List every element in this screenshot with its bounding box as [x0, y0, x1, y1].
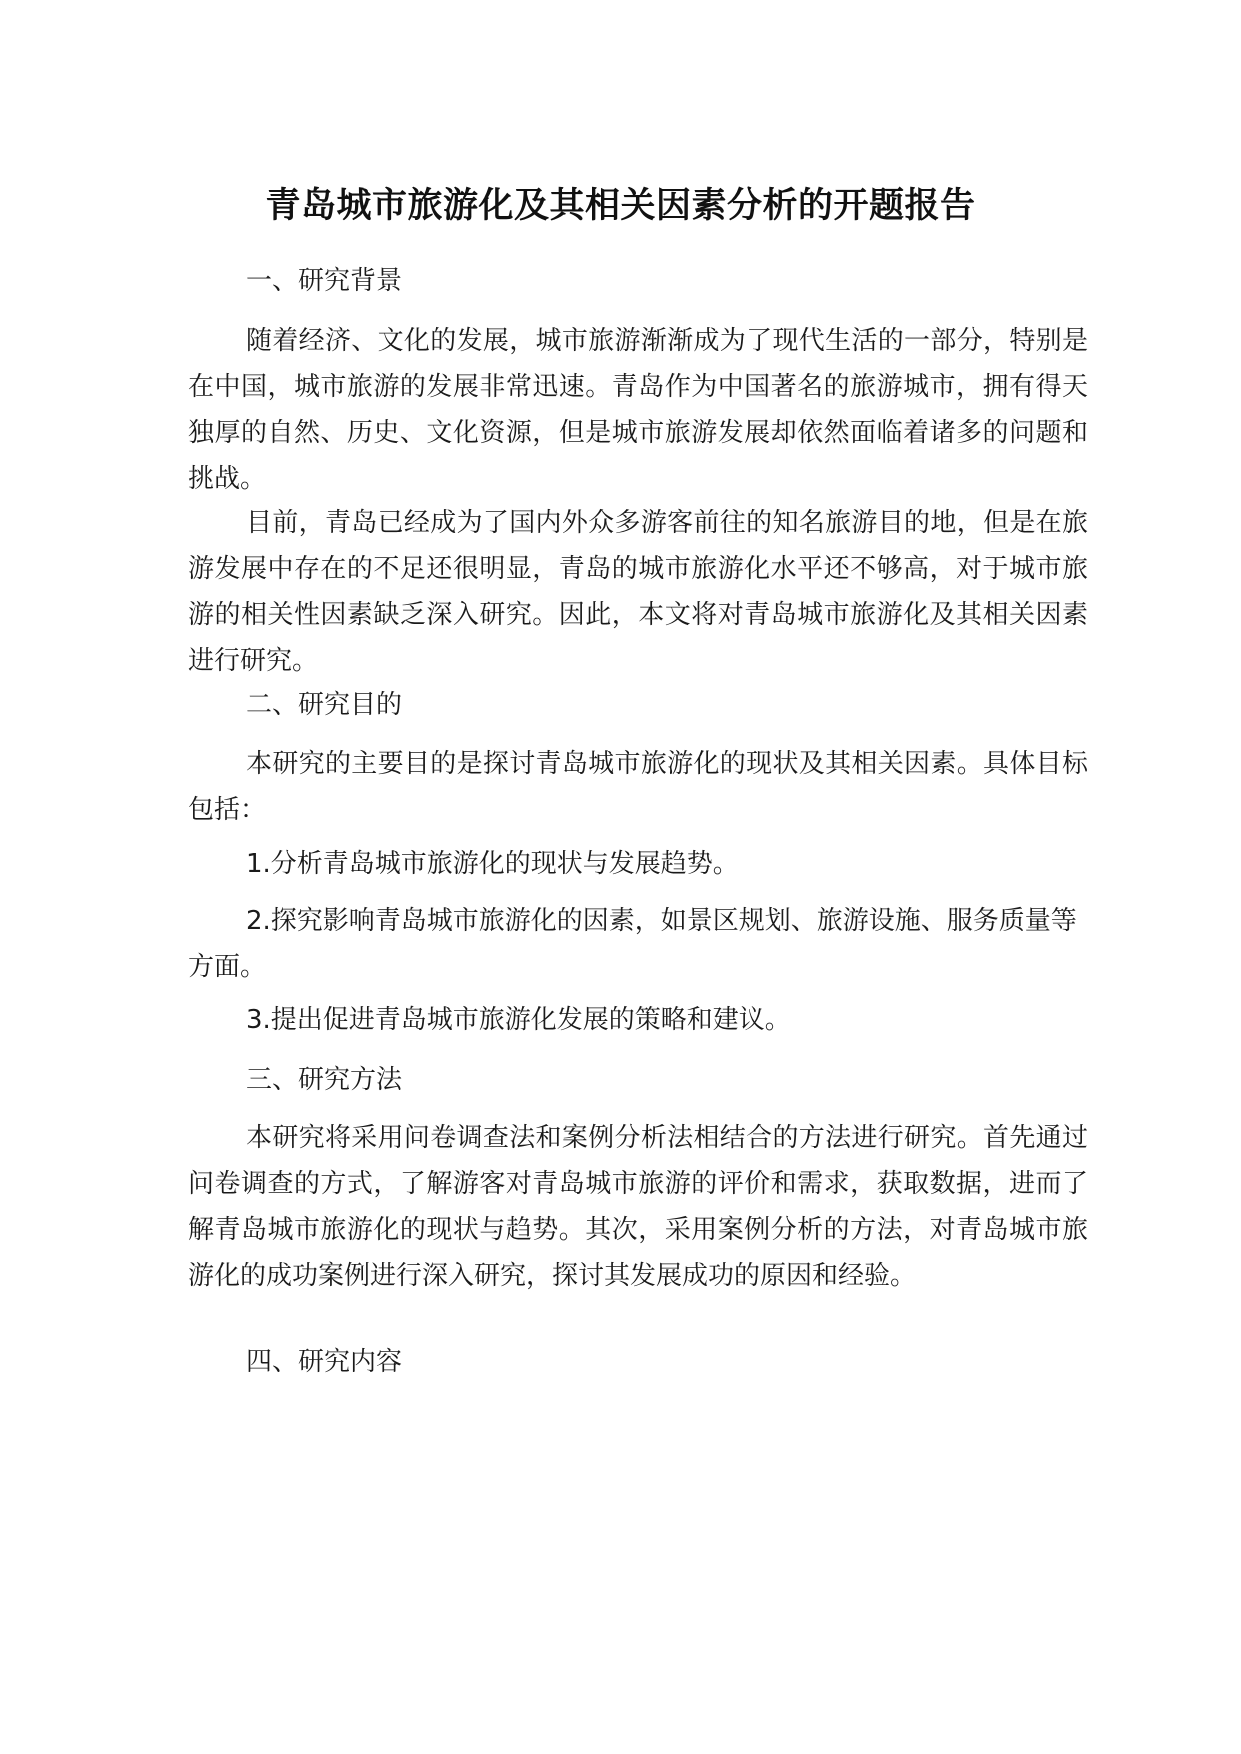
page-title: 青岛城市旅游化及其相关因素分析的开题报告 [265, 186, 976, 226]
section-heading-method: 三、研究方法 [246, 1065, 403, 1095]
list-item-objective-3: 3.提出促进青岛城市旅游化发展的策略和建议。 [246, 1005, 791, 1035]
paragraph-method: 本研究将采用问卷调查法和案例分析法相结合的方法进行研究。首先通过问卷调查的方式，了解游客对青岛城市旅游的评价和需求，获取数据，进而了解青岛城市旅游化的现状与趋势。其次，采用案例分析的方法，对青岛城市旅游化的成功案例进行深入研究，探讨其发展成功的原因和经验。 [188, 1123, 1088, 1291]
paragraph-background-2: 目前，青岛已经成为了国内外众多游客前往的知名旅游目的地，但是在旅游发展中存在的不足还很明显，青岛的城市旅游化水平还不够高，对于城市旅游的相关性因素缺乏深入研究。因此，本文将对青岛城市旅游化及其相关因素进行研究。 [188, 508, 1088, 676]
list-item-objective-1: 1.分析青岛城市旅游化的现状与发展趋势。 [246, 849, 739, 879]
section-heading-purpose: 二、研究目的 [246, 690, 403, 720]
paragraph-background-1: 随着经济、文化的发展，城市旅游渐渐成为了现代生活的一部分，特别是在中国，城市旅游的发展非常迅速。青岛作为中国著名的旅游城市，拥有得天独厚的自然、历史、文化资源，但是城市旅游发展却依然面临着诸多的问题和挑战。 [188, 326, 1088, 494]
list-item-objective-2: 2.探究影响青岛城市旅游化的因素，如景区规划、旅游设施、服务质量等方面。 [188, 906, 1077, 982]
section-heading-background: 一、研究背景 [246, 266, 403, 296]
paragraph-purpose: 本研究的主要目的是探讨青岛城市旅游化的现状及其相关因素。具体目标包括： [188, 749, 1088, 825]
section-heading-content: 四、研究内容 [246, 1347, 403, 1377]
